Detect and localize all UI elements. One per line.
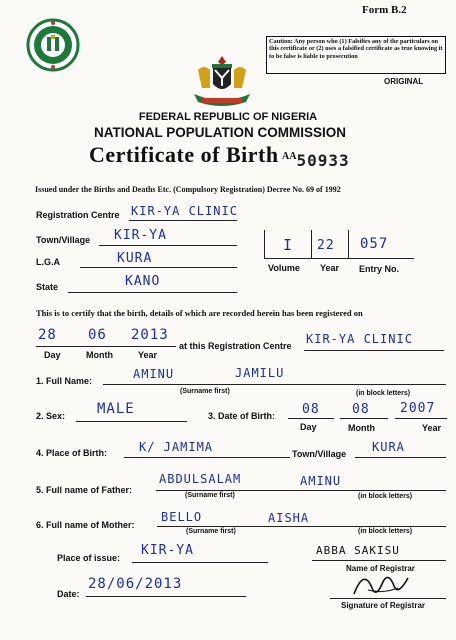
full-name-first: JAMILU xyxy=(235,366,285,380)
registered-month-label: Month xyxy=(86,350,113,360)
registered-day-label: Day xyxy=(44,350,61,360)
father-surname: ABDULSALAM xyxy=(159,472,242,486)
entry-value: 057 xyxy=(360,236,389,252)
registered-year-label: Year xyxy=(138,350,158,360)
full-name-label: 1. Full Name: xyxy=(36,376,93,386)
registered-year: 2013 xyxy=(131,327,169,343)
registered-month: 06 xyxy=(88,327,107,343)
place-of-birth-value: K/ JAMIMA xyxy=(139,440,214,454)
dob-year-label: Year xyxy=(422,423,442,433)
dob-label: 3. Date of Birth: xyxy=(208,411,276,421)
dob-day-label: Day xyxy=(300,422,317,432)
serial-digits: 50933 xyxy=(296,151,350,170)
original-label: ORIGINAL xyxy=(384,77,424,86)
entry-label: Entry No. xyxy=(359,264,400,274)
serial-number xyxy=(282,151,350,171)
year-value: 22 xyxy=(317,238,335,253)
mother-label: 6. Full name of Mother: xyxy=(36,520,135,530)
date-label: Date: xyxy=(57,589,80,599)
mother-surname-hint: (Surname first) xyxy=(186,528,236,535)
place-of-issue-label: Place of issue: xyxy=(57,553,121,563)
registrar-name-value: ABBA SAKISU xyxy=(316,544,400,557)
signature-label: Signature of Registrar xyxy=(341,601,426,610)
at-centre-value: KIR-YA CLINIC xyxy=(306,332,413,346)
sex-value: MALE xyxy=(97,401,135,417)
state-label: State xyxy=(36,282,59,292)
full-name-surname: AMINU xyxy=(133,367,175,381)
registrar-signature xyxy=(348,566,418,600)
place-of-birth-label: 4. Place of Birth: xyxy=(36,448,108,458)
volume-label: Volume xyxy=(268,263,300,273)
dob-month-label: Month xyxy=(348,423,375,433)
registrar-name-label: Name of Registrar xyxy=(346,564,415,573)
pob-town-value: KURA xyxy=(372,440,405,454)
year-label: Year xyxy=(320,263,340,273)
npc-logo-icon xyxy=(26,18,80,72)
registered-day: 28 xyxy=(38,327,57,343)
registration-centre-label: Registration Centre xyxy=(36,210,120,220)
caution-text: Caution: Any person who (1) Falsifies any of the particulars on this certificate or (2) uses a falsified certificate as true knowing it to be false is liable to prosecution xyxy=(269,38,443,60)
sex-label: 2. Sex: xyxy=(36,411,66,421)
town-value: KIR-YA xyxy=(114,228,167,243)
lga-value: KURA xyxy=(117,251,153,266)
pob-town-label: Town/Village xyxy=(292,449,347,459)
full-name-block-hint: (in block letters) xyxy=(356,390,411,397)
decree-text: Issued under the Births and Deaths Etc. (Compulsory Registration) Decree No. 69 of 1992 xyxy=(35,185,341,194)
caution-box xyxy=(266,36,446,74)
mother-surname: BELLO xyxy=(161,510,203,524)
full-name-surname-hint: (Surname first) xyxy=(180,388,230,395)
coat-of-arms-icon xyxy=(192,54,252,108)
certificate-title: Certificate of Birth xyxy=(89,142,279,167)
state-value: KANO xyxy=(125,274,161,289)
mother-block-hint: (in block letters) xyxy=(358,528,413,535)
commission-heading: NATIONAL POPULATION COMMISSION xyxy=(94,125,346,140)
place-of-issue-value: KIR-YA xyxy=(141,543,194,558)
lga-label: L.G.A xyxy=(36,257,60,267)
certify-text: This is to certify that the birth, details of which are recorded herein has been registered on xyxy=(36,308,363,318)
form-number: Form B.2 xyxy=(362,4,407,16)
volume-value: I xyxy=(283,236,294,254)
town-label: Town/Village xyxy=(36,235,91,245)
father-first: AMINU xyxy=(300,474,342,488)
father-label: 5. Full name of Father: xyxy=(36,485,133,495)
dob-day: 08 xyxy=(302,402,320,417)
dob-month: 08 xyxy=(352,402,370,417)
registration-centre-value: KIR-YA CLINIC xyxy=(131,204,238,218)
father-surname-hint: (Surname first) xyxy=(185,492,235,499)
at-centre-label: at this Registration Centre xyxy=(179,341,292,351)
republic-heading: FEDERAL REPUBLIC OF NIGERIA xyxy=(138,111,318,123)
mother-first: AISHA xyxy=(268,511,310,525)
dob-year: 2007 xyxy=(400,401,436,416)
serial-prefix: AA xyxy=(282,151,297,162)
father-block-hint: (in block letters) xyxy=(358,493,413,500)
date-value: 28/06/2013 xyxy=(88,576,183,592)
